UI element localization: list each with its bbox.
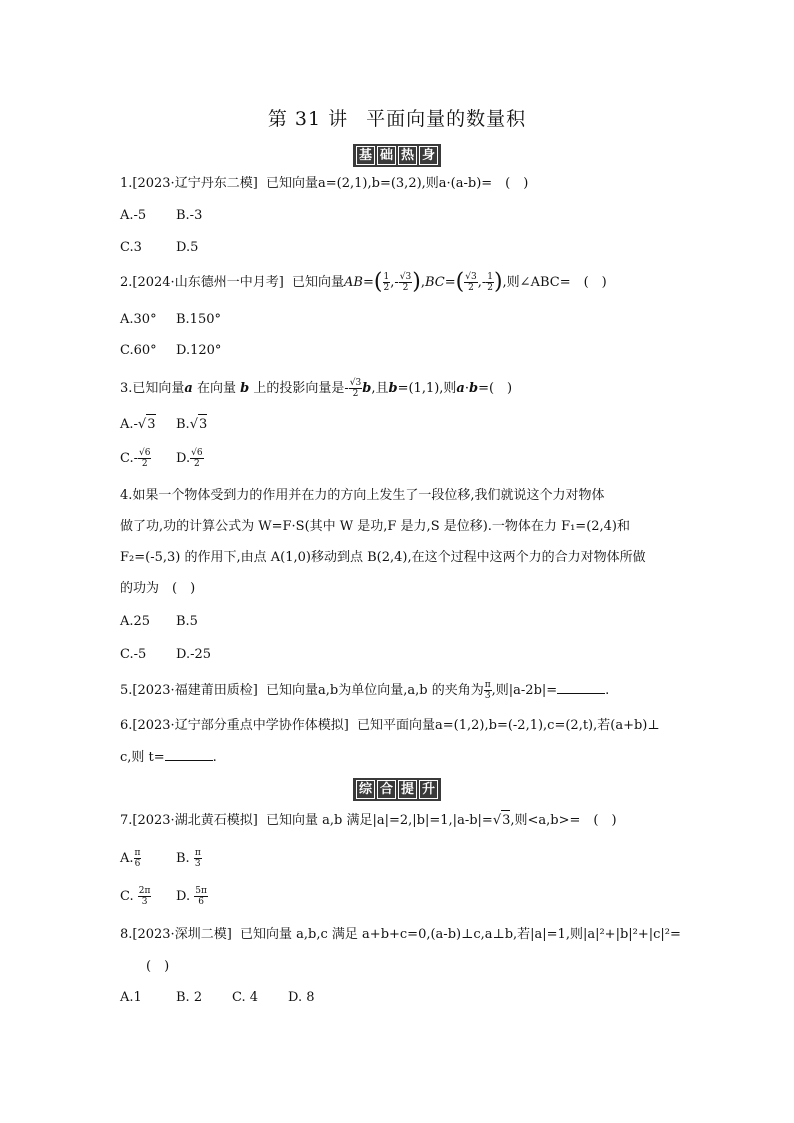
q7-option-c: C. $\frac{2\pi}{3}$: [120, 886, 151, 907]
q1-option-a: A.-5: [120, 208, 147, 223]
q4-option-b: B.5: [176, 614, 198, 629]
question-4-line-3: F₂=(-5,3) 的作用下,由点 A(1,0)移动到点 B(2,4),在这个过程中这两个力的合力对物体所做: [120, 550, 646, 565]
q1-option-b: B.-3: [176, 208, 203, 223]
q1-option-d: D.5: [176, 240, 199, 255]
section-badge-basic: 基 础 热 身: [0, 144, 794, 167]
q2-option-d: D.120°: [176, 343, 222, 358]
q1-option-c: C.3: [120, 240, 142, 255]
q8-option-b: B. 2: [176, 990, 203, 1005]
question-3: 3.已知向量a 在向量 b 上的投影向量是- $\frac{√3}{2}$ b,且b=(1,1),则a·b=( ): [120, 378, 513, 399]
q7-option-a: A. $\frac{\pi}{6}$: [120, 848, 141, 869]
q3-option-b: B.√3: [176, 414, 207, 435]
q2-option-c: C.60°: [120, 343, 157, 358]
question-5: 5.[2023·福建莆田质检] 已知向量a,b为单位向量,a,b 的夹角为 $\frac{\pi}{3}$ ,则|a-2b|= .: [120, 680, 610, 701]
q3-option-a: A.-√3: [120, 414, 156, 435]
question-1: 1.[2023·辽宁丹东二模] 已知向量a=(2,1),b=(3,2),则a·(a-b)= ( ): [120, 176, 529, 191]
q7-option-b: B. $\frac{\pi}{3}$: [176, 848, 201, 869]
section-badge-advanced: 综 合 提 升: [0, 778, 794, 801]
q4-option-d: D.-25: [176, 647, 212, 662]
question-4-line-1: 4.如果一个物体受到力的作用并在力的方向上发生了一段位移,我们就说这个力对物体: [120, 488, 605, 503]
q4-option-a: A.25: [120, 614, 151, 629]
q8-option-a: A.1: [120, 990, 142, 1005]
q3-option-c: C.- $\frac{√6}{2}$: [120, 448, 151, 469]
q4-option-c: C.-5: [120, 647, 147, 662]
question-6-line-2: c,则 t= .: [120, 750, 217, 765]
q7-option-d: D. $\frac{5\pi}{6}$: [176, 886, 207, 907]
q8-option-c: C. 4: [232, 990, 259, 1005]
page-title: 第 31 讲 平面向量的数量积: [267, 108, 527, 130]
q2-option-a: A.30°: [120, 312, 157, 327]
q3-option-d: D. $\frac{√6}{2}$: [176, 448, 203, 469]
q2-option-b: B.150°: [176, 312, 221, 327]
q8-option-d: D. 8: [288, 990, 315, 1005]
question-8-line-1: 8.[2023·深圳二模] 已知向量 a,b,c 满足 a+b+c=0,(a-b)⊥c,a⊥b,若|a|=1,则|a|²+|b|²+|c|²=: [120, 927, 681, 942]
question-8-line-2: ( ): [146, 959, 170, 974]
question-7: 7.[2023·湖北黄石模拟] 已知向量 a,b 满足|a|=2,|b|=1,|a-b|=√3,则<a,b>= ( ): [120, 810, 617, 831]
question-4-line-2: 做了功,功的计算公式为 W=F·S(其中 W 是功,F 是力,S 是位移).一物体在力 F₁=(2,4)和: [120, 519, 631, 534]
question-6-line-1: 6.[2023·辽宁部分重点中学协作体模拟] 已知平面向量a=(1,2),b=(-2,1),c=(2,t),若(a+b)⊥: [120, 718, 660, 733]
question-2: 2.[2024·山东德州一中月考] 已知向量AB=( $\frac{1}{2}$ ,- $\frac{√3}{2}$ ),BC=( $\frac{√3}{2}$ ,- $\frac{1}{2}$ ),则∠ABC= ( ): [120, 269, 607, 295]
question-4-line-4: 的功为 ( ): [120, 581, 196, 596]
